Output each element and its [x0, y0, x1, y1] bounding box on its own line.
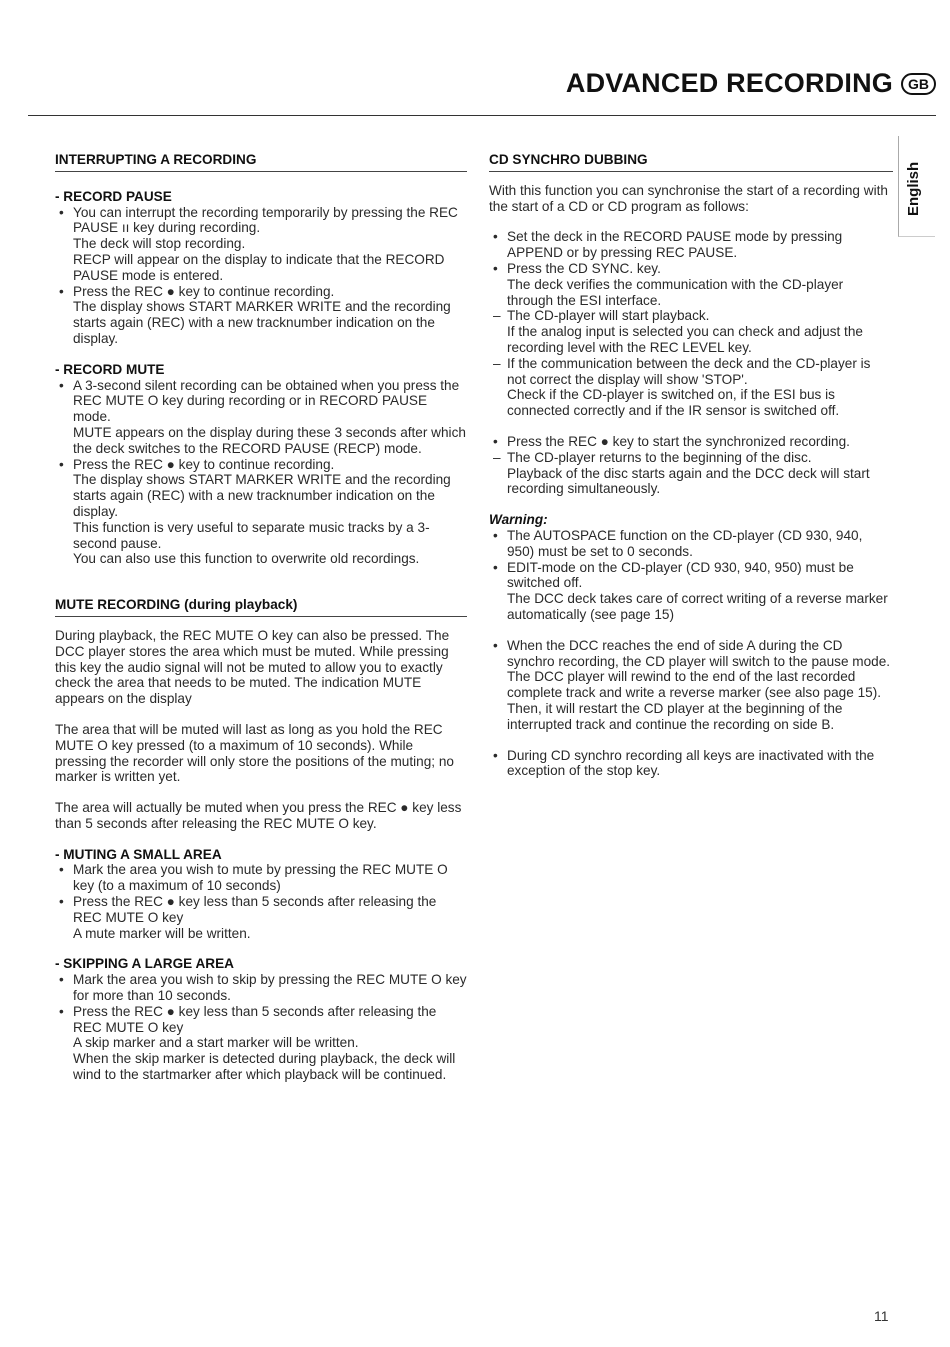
- list-line: Set the deck in the RECORD PAUSE mode by pressing APPEND or by pressing REC PAUSE.: [507, 229, 843, 261]
- list-line: If the communication between the deck and the CD-player is not correct the display will show 'STOP'.: [507, 355, 871, 387]
- list-line: The CD-player will start playback.: [507, 308, 710, 324]
- list-item: • During CD synchro recording all keys are inactivated with the exception of the stop key.: [489, 748, 893, 780]
- list-line: The deck will stop recording.: [73, 236, 246, 252]
- paragraph: With this function you can synchronise the start of a recording with the start of a CD or CD program as follows:: [489, 182, 888, 214]
- list-line: Press the REC ● key to continue recording.: [73, 283, 335, 299]
- page-number: 11: [874, 1308, 889, 1324]
- list-item: – If the communication between the deck and the CD-player is not correct the display will show 'STOP'. Check if the CD-player is switched on, if the ESI bus is connected correctly and if the IR sensor is switched off.: [489, 356, 893, 419]
- list-line: The CD-player returns to the beginning of the disc.: [507, 449, 812, 465]
- left-column: [55, 152, 467, 1083]
- list-line: Press the REC ● key to continue recording.: [73, 456, 335, 472]
- section-title-mute-recording: MUTE RECORDING (during playback): [55, 597, 467, 617]
- list-line: Check if the CD-player is switched on, if the ESI bus is connected correctly and if the IR sensor is switched off.: [507, 387, 840, 419]
- section-title-interrupting: INTERRUPTING A RECORDING: [55, 152, 467, 172]
- list-item: • Set the deck in the RECORD PAUSE mode by pressing APPEND or by pressing REC PAUSE.: [489, 229, 893, 261]
- list-line: A skip marker and a start marker will be written.: [73, 1035, 359, 1051]
- page-header: [566, 68, 936, 99]
- header-rule: [28, 115, 936, 116]
- list-item: • When the DCC reaches the end of side A during the CD synchro recording, the CD player will switch to the pause mode. The DCC player will rewind to the end of the last recorded complete track and write a reverse marker (see also page 15). Then, it will restart the CD player at the beginning of the interrupted track and continue the recording on side B.: [489, 638, 893, 733]
- list-line: Mark the area you wish to mute by pressing the REC MUTE O key (to a maximum of 10 seconds): [73, 862, 448, 894]
- paragraph: The area that will be muted will last as long as you hold the REC MUTE O key pressed (to a maximum of 10 seconds). While pressing the recorder will only store the positions of the muting; no marker is written yet.: [55, 721, 454, 785]
- list-line: The DCC player will rewind to the end of the last recorded complete track and write a reverse marker (see also page 15). Then, it will restart the CD player at the beginning of the interrupted track and continue the recording on side B.: [507, 669, 881, 732]
- cd-synchro-steps-4: [489, 748, 893, 780]
- list-line: The DCC deck takes care of correct writing of a reverse marker automatically (see page 15): [507, 591, 888, 622]
- cd-synchro-steps-1: [489, 229, 893, 419]
- language-badge: GB: [901, 73, 936, 95]
- list-line: Press the REC ● key less than 5 seconds after releasing the REC MUTE O key: [73, 894, 437, 925]
- warning-title: Warning:: [489, 512, 548, 528]
- list-item: • Press the REC ● key to continue recording. The display shows START MARKER WRITE and the recording starts again (REC) with a new tracknumber indication on the display. This function is very useful to separate music tracks by a 3-second pause. You can also use this function to overwrite old recordings.: [55, 457, 467, 568]
- list-item: • Press the REC ● key less than 5 seconds after releasing the REC MUTE O key A skip marker and a start marker will be written. When the skip marker is detected during playback, the deck will wind to the startmarker after which playback will be continued.: [55, 1004, 467, 1083]
- list-item: • Press the REC ● key to start the synchronized recording.: [489, 434, 893, 450]
- cd-synchro-steps-2: [489, 434, 893, 497]
- language-tab-label: English: [905, 161, 922, 216]
- list-item: • Press the CD SYNC. key. The deck verifies the communication with the CD-player through the ESI interface.: [489, 261, 893, 308]
- list-item: • You can interrupt the recording temporarily by pressing the REC PAUSE ıı key during recording. The deck will stop recording. RECP will appear on the display to indicate that the RECORD PAUSE mode is entered.: [55, 205, 467, 284]
- list-line: If the analog input is selected you can check and adjust the recording level with the REC LEVEL key.: [507, 324, 863, 355]
- list-item: • EDIT-mode on the CD-player (CD 930, 940, 950) must be switched off. The DCC deck takes care of correct writing of a reverse marker automatically (see page 15): [489, 560, 893, 623]
- subsection-title-large-area: - SKIPPING A LARGE AREA: [55, 956, 234, 972]
- list-line: The AUTOSPACE function on the CD-player (CD 930, 940, 950) must be set to 0 seconds.: [507, 527, 863, 559]
- list-item: – The CD-player returns to the beginning of the disc. Playback of the disc starts again and the DCC deck will start recording simultaneously.: [489, 450, 893, 497]
- list-line: A 3-second silent recording can be obtained when you press the REC MUTE O key during recording or in RECORD PAUSE mode.: [73, 377, 460, 425]
- language-tab: [898, 136, 935, 237]
- list-line: Press the REC ● key to start the synchronized recording.: [507, 433, 850, 449]
- list-line: The display shows START MARKER WRITE and the recording starts again (REC) with a new tracknumber indication on the display.: [73, 299, 451, 346]
- section-title-cd-synchro: CD SYNCHRO DUBBING: [489, 152, 893, 172]
- list-line: This function is very useful to separate music tracks by a 3-second pause.: [73, 519, 430, 551]
- subsection-title-record-pause: - RECORD PAUSE: [55, 188, 172, 204]
- list-item: • Press the REC ● key to continue recording. The display shows START MARKER WRITE and the recording starts again (REC) with a new tracknumber indication on the display.: [55, 284, 467, 347]
- paragraph: During playback, the REC MUTE O key can also be pressed. The DCC player stores the area which must be muted. While pressing this key the audio signal will not be muted to allow you to exactly check the area that needs to be muted. The indication MUTE appears on the display: [55, 627, 450, 707]
- list-line: When the DCC reaches the end of side A during the CD synchro recording, the CD player will switch to the pause mode.: [507, 637, 891, 669]
- right-column: [489, 152, 893, 779]
- list-line: Mark the area you wish to skip by pressing the REC MUTE O key for more than 10 seconds.: [73, 972, 467, 1004]
- record-pause-list: [55, 205, 467, 347]
- cd-synchro-steps-3: [489, 638, 893, 733]
- list-line: The display shows START MARKER WRITE and the recording starts again (REC) with a new tracknumber indication on the display.: [73, 472, 451, 519]
- list-line: Press the REC ● key less than 5 seconds after releasing the REC MUTE O key: [73, 1003, 437, 1035]
- list-line: When the skip marker is detected during playback, the deck will wind to the startmarker after which playback will be continued.: [73, 1051, 456, 1083]
- list-line: Playback of the disc starts again and the DCC deck will start recording simultaneously.: [507, 465, 870, 497]
- record-mute-list: [55, 378, 467, 568]
- list-line: EDIT-mode on the CD-player (CD 930, 940, 950) must be switched off.: [507, 559, 854, 591]
- paragraph: The area will actually be muted when you press the REC ● key less than 5 seconds after releasing the REC MUTE O key.: [55, 800, 462, 831]
- list-item: • Press the REC ● key less than 5 seconds after releasing the REC MUTE O key A mute marker will be written.: [55, 894, 467, 941]
- large-area-list: [55, 972, 467, 1083]
- subsection-title-small-area: - MUTING A SMALL AREA: [55, 846, 222, 862]
- page-title: ADVANCED RECORDING: [565, 68, 893, 98]
- list-item: • The AUTOSPACE function on the CD-player (CD 930, 940, 950) must be set to 0 seconds.: [489, 528, 893, 560]
- list-item: • Mark the area you wish to mute by pressing the REC MUTE O key (to a maximum of 10 seconds): [55, 862, 467, 894]
- list-line: You can also use this function to overwrite old recordings.: [73, 551, 420, 567]
- list-line: Press the CD SYNC. key.: [507, 260, 661, 276]
- list-line: The deck verifies the communication with the CD-player through the ESI interface.: [507, 276, 844, 308]
- list-line: A mute marker will be written.: [73, 925, 251, 941]
- list-item: • A 3-second silent recording can be obtained when you press the REC MUTE O key during recording or in RECORD PAUSE mode. MUTE appears on the display during these 3 seconds after which the deck switches to the RECORD PAUSE (RECP) mode.: [59, 377, 466, 456]
- subsection-title-record-mute: - RECORD MUTE: [55, 361, 165, 377]
- small-area-list: [55, 862, 467, 941]
- list-line: MUTE appears on the display during these 3 seconds after which the deck switches to the RECORD PAUSE (RECP) mode.: [73, 424, 466, 456]
- list-line: RECP will appear on the display to indicate that the RECORD PAUSE mode is entered.: [73, 251, 445, 283]
- list-line: You can interrupt the recording temporarily by pressing the REC PAUSE ıı key during recording.: [73, 204, 458, 236]
- list-line: During CD synchro recording all keys are inactivated with the exception of the stop key.: [507, 747, 875, 779]
- list-item: – The CD-player will start playback. If the analog input is selected you can check and adjust the recording level with the REC LEVEL key.: [489, 308, 893, 355]
- warning-list: [489, 528, 893, 623]
- list-item: • Mark the area you wish to skip by pressing the REC MUTE O key for more than 10 seconds.: [59, 972, 467, 1004]
